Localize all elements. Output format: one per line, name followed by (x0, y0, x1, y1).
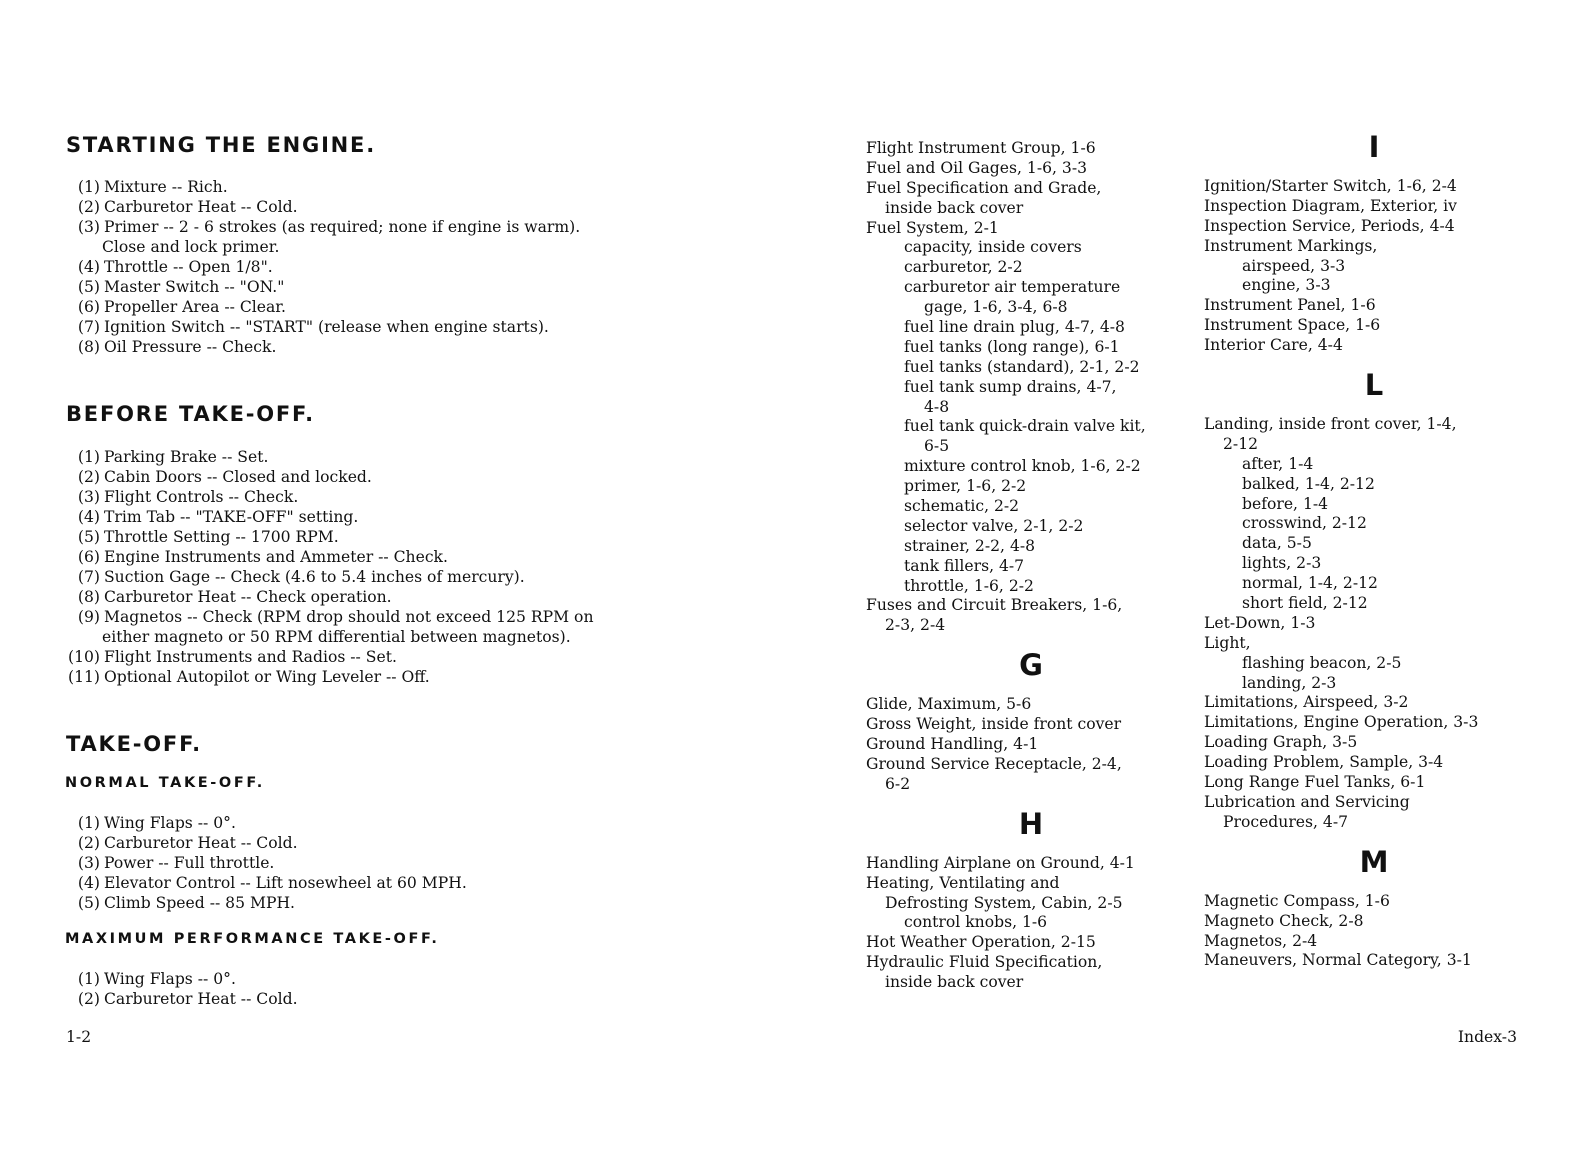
item-text: Climb Speed -- 85 MPH. (104, 894, 296, 912)
item-text: Carburetor Heat -- Check operation. (104, 588, 392, 606)
checklist-item (62, 447, 594, 467)
index-column-2 (1204, 118, 1544, 971)
item-number: (6) (77, 298, 100, 316)
index-entry: fuel tanks (long range), 6-1 (904, 337, 1120, 356)
item-text: Wing Flaps -- 0°. (104, 970, 236, 988)
page-number: 1-2 (66, 1028, 92, 1046)
checklist-item (62, 989, 298, 1009)
item-text: Ignition Switch -- "START" (release when engine starts). (104, 318, 549, 336)
index-entry: fuel tank sump drains, 4-7, (904, 377, 1117, 396)
checklist-item (62, 587, 594, 607)
normal-takeoff-checklist (62, 813, 467, 913)
checklist-item (62, 527, 594, 547)
takeoff-heading: TAKE-OFF. (66, 732, 202, 756)
checklist-item (62, 487, 594, 507)
index-entry: Glide, Maximum, 5-6 (866, 695, 1032, 714)
item-number: (9) (77, 608, 100, 626)
item-number: (3) (77, 488, 100, 506)
checklist-item (62, 177, 580, 197)
index-entry: Magneto Check, 2-8 (1204, 911, 1364, 930)
index-entry: Fuel System, 2-1 (866, 218, 999, 237)
index-entry: lights, 2-3 (1242, 554, 1322, 573)
index-entry: selector valve, 2-1, 2-2 (904, 516, 1084, 535)
index-entry: Procedures, 4-7 (1223, 812, 1349, 831)
index-entry: carburetor, 2-2 (904, 258, 1023, 277)
index-entry: Fuel and Oil Gages, 1-6, 3-3 (866, 158, 1088, 177)
item-number: (5) (77, 894, 100, 912)
index-entry: Ground Handling, 4-1 (866, 735, 1039, 754)
index-entry: Fuel Specification and Grade, (866, 178, 1102, 197)
index-entry: normal, 1-4, 2-12 (1242, 574, 1378, 593)
index-entry: Gross Weight, inside front cover (866, 715, 1122, 734)
maximum-performance-takeoff-checklist (62, 969, 298, 1009)
checklist-item (62, 607, 594, 627)
index-entry: before, 1-4 (1242, 494, 1329, 513)
index-entry: Inspection Diagram, Exterior, iv (1204, 196, 1457, 215)
checklist-item (62, 547, 594, 567)
item-text: Elevator Control -- Lift nosewheel at 60 MPH. (104, 874, 467, 892)
maximum-performance-takeoff-subheading: MAXIMUM PERFORMANCE TAKE-OFF. (65, 931, 440, 947)
checklist-item (62, 893, 467, 913)
item-number: (11) (67, 668, 100, 686)
item-text: Cabin Doors -- Closed and locked. (104, 468, 372, 486)
index-entry: 6-2 (885, 774, 911, 793)
index-entry: Loading Problem, Sample, 3-4 (1204, 753, 1444, 772)
index-entry: inside back cover (885, 198, 1024, 217)
index-entry: airspeed, 3-3 (1242, 256, 1346, 275)
item-text: Trim Tab -- "TAKE-OFF" setting. (104, 508, 359, 526)
index-entry: Hydraulic Fluid Specification, (866, 953, 1103, 972)
checklist-item (62, 567, 594, 587)
before-takeoff-heading: BEFORE TAKE-OFF. (66, 402, 315, 426)
index-entry: Ignition/Starter Switch, 1-6, 2-4 (1204, 177, 1457, 195)
checklist-item (62, 647, 594, 667)
index-entry: tank fillers, 4-7 (904, 556, 1025, 575)
index-section-letter: L (1364, 368, 1384, 403)
index-entry: inside back cover (885, 973, 1024, 992)
index-column-1 (866, 139, 1196, 993)
checklist-item (62, 237, 580, 257)
checklist-item (62, 297, 580, 317)
index-entry: data, 5-5 (1242, 534, 1312, 553)
item-number: (1) (77, 814, 100, 832)
index-entry: Magnetic Compass, 1-6 (1204, 891, 1390, 910)
index-entry: throttle, 1-6, 2-2 (904, 576, 1034, 595)
item-text: Master Switch -- "ON." (104, 278, 285, 296)
item-text: Engine Instruments and Ammeter -- Check. (104, 548, 448, 566)
item-text: Carburetor Heat -- Cold. (104, 990, 298, 1008)
index-entry: Magnetos, 2-4 (1204, 931, 1318, 950)
index-entry: schematic, 2-2 (904, 497, 1020, 516)
index-entry: Landing, inside front cover, 1-4, (1204, 415, 1457, 434)
index-entry: fuel tanks (standard), 2-1, 2-2 (904, 357, 1140, 376)
checklist-item (62, 969, 298, 989)
index-entry: short field, 2-12 (1242, 594, 1368, 613)
index-entry: landing, 2-3 (1242, 673, 1337, 692)
checklist-item (62, 317, 580, 337)
index-entry: 2-12 (1223, 434, 1259, 453)
item-text: Parking Brake -- Set. (104, 448, 269, 466)
item-text: Oil Pressure -- Check. (104, 338, 277, 356)
index-section-letter: M (1359, 844, 1389, 879)
item-number: (2) (77, 468, 100, 486)
index-entry: Long Range Fuel Tanks, 6-1 (1204, 773, 1426, 792)
index-entry: Instrument Markings, (1204, 236, 1378, 255)
index-entry: Heating, Ventilating and (866, 873, 1060, 892)
checklist-item (62, 257, 580, 277)
index-entry: crosswind, 2-12 (1242, 514, 1367, 533)
item-number: (2) (77, 198, 100, 216)
right-page (792, 0, 1584, 1151)
item-number: (7) (77, 318, 100, 336)
checklist-item (62, 873, 467, 893)
index-entry: Limitations, Airspeed, 3-2 (1204, 693, 1409, 712)
item-text: Flight Instruments and Radios -- Set. (104, 648, 397, 666)
item-text: Suction Gage -- Check (4.6 to 5.4 inches of mercury). (104, 568, 525, 586)
item-number: (5) (77, 528, 100, 546)
index-entry: Lubrication and Servicing (1204, 792, 1410, 811)
index-entry: Flight Instrument Group, 1-6 (866, 139, 1096, 157)
index-entry: flashing beacon, 2-5 (1242, 653, 1402, 672)
index-entry: Loading Graph, 3-5 (1204, 733, 1358, 752)
checklist-item (62, 337, 580, 357)
item-number: (1) (77, 970, 100, 988)
item-text: Magnetos -- Check (RPM drop should not exceed 125 RPM on (104, 608, 594, 626)
checklist-item (62, 277, 580, 297)
item-number: (8) (77, 588, 100, 606)
index-entry: Instrument Space, 1-6 (1204, 316, 1381, 335)
item-number: (6) (77, 548, 100, 566)
item-text: Mixture -- Rich. (104, 178, 228, 196)
item-number: (3) (77, 854, 100, 872)
item-text: Power -- Full throttle. (104, 854, 275, 872)
index-entry: Instrument Panel, 1-6 (1204, 296, 1376, 315)
item-text: Close and lock primer. (102, 238, 280, 256)
index-entry: 4-8 (924, 397, 950, 416)
index-entry: primer, 1-6, 2-2 (904, 477, 1027, 496)
index-entry: Let-Down, 1-3 (1204, 613, 1316, 632)
index-entry: Interior Care, 4-4 (1204, 336, 1343, 355)
index-entry: strainer, 2-2, 4-8 (904, 536, 1036, 555)
index-entry: balked, 1-4, 2-12 (1242, 474, 1375, 493)
checklist-item (62, 853, 467, 873)
item-text: Wing Flaps -- 0°. (104, 814, 236, 832)
index-entry: Hot Weather Operation, 2-15 (866, 933, 1096, 952)
checklist-item (62, 197, 580, 217)
index-entry: 6-5 (924, 437, 950, 456)
index-entry: engine, 3-3 (1242, 276, 1331, 295)
item-text: Throttle -- Open 1/8". (104, 258, 273, 276)
item-text: Primer -- 2 - 6 strokes (as required; none if engine is warm). (104, 218, 581, 236)
item-number: (4) (77, 258, 100, 276)
item-number: (1) (77, 448, 100, 466)
checklist-item (62, 833, 467, 853)
index-entry: capacity, inside covers (904, 238, 1082, 257)
index-page-number: Index-3 (1457, 1028, 1517, 1046)
index-entry: Inspection Service, Periods, 4-4 (1204, 216, 1455, 235)
checklist-item (62, 813, 467, 833)
item-number: (7) (77, 568, 100, 586)
checklist-item (62, 467, 594, 487)
index-entry: Maneuvers, Normal Category, 3-1 (1204, 951, 1472, 970)
item-number: (4) (77, 874, 100, 892)
item-number: (8) (77, 338, 100, 356)
item-number: (1) (77, 178, 100, 196)
index-entry: Fuses and Circuit Breakers, 1-6, (866, 596, 1123, 615)
item-text: either magneto or 50 RPM differential between magnetos). (102, 628, 571, 646)
index-entry: after, 1-4 (1242, 454, 1314, 473)
item-text: Flight Controls -- Check. (104, 488, 299, 506)
item-number: (2) (77, 990, 100, 1008)
item-text: Optional Autopilot or Wing Leveler -- Off. (104, 668, 430, 686)
index-section-letter: I (1368, 130, 1380, 164)
item-number: (5) (77, 278, 100, 296)
index-entry: Defrosting System, Cabin, 2-5 (885, 893, 1123, 912)
item-text: Carburetor Heat -- Cold. (104, 834, 298, 852)
index-entry: mixture control knob, 1-6, 2-2 (904, 457, 1141, 476)
normal-takeoff-subheading: NORMAL TAKE-OFF. (65, 775, 265, 791)
starting-engine-heading: STARTING THE ENGINE. (66, 133, 376, 157)
item-number: (3) (77, 218, 100, 236)
index-entry: fuel tank quick-drain valve kit, (904, 417, 1146, 436)
index-section-letter: G (1019, 648, 1043, 683)
item-number: (4) (77, 508, 100, 526)
index-entry: control knobs, 1-6 (904, 913, 1048, 932)
checklist-item (62, 217, 580, 237)
checklist-item (62, 507, 594, 527)
item-text: Propeller Area -- Clear. (104, 298, 286, 316)
checklist-item (62, 667, 594, 687)
index-entry: Limitations, Engine Operation, 3-3 (1204, 713, 1479, 732)
item-text: Carburetor Heat -- Cold. (104, 198, 298, 216)
index-entry: carburetor air temperature (904, 278, 1121, 297)
index-entry: Light, (1204, 633, 1251, 652)
item-text: Throttle Setting -- 1700 RPM. (104, 528, 339, 546)
index-section-letter: H (1018, 806, 1044, 841)
index-entry: gage, 1-6, 3-4, 6-8 (924, 298, 1068, 317)
checklist-item (62, 627, 594, 647)
index-entry: Ground Service Receptacle, 2-4, (866, 754, 1122, 773)
index-entry: 2-3, 2-4 (885, 616, 946, 635)
item-number: (2) (77, 834, 100, 852)
starting-engine-checklist (62, 177, 580, 357)
index-entry: fuel line drain plug, 4-7, 4-8 (904, 318, 1125, 337)
item-number: (10) (67, 648, 100, 666)
before-takeoff-checklist (62, 447, 594, 687)
index-entry: Handling Airplane on Ground, 4-1 (866, 853, 1135, 872)
